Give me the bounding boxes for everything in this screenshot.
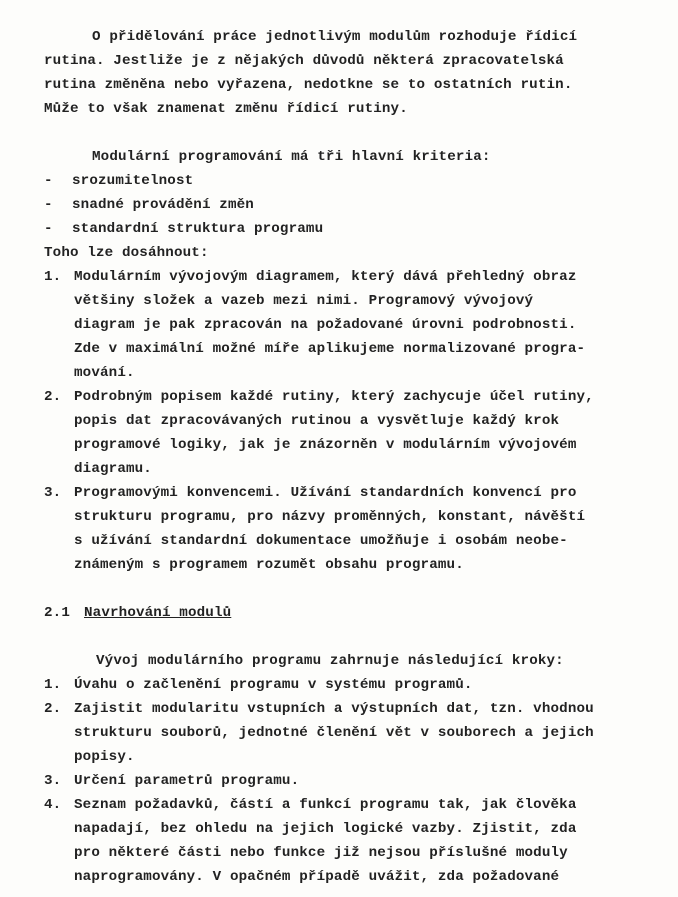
achieve-text: Toho lze dosáhnout:: [44, 245, 209, 261]
bullet-dash: -: [44, 197, 53, 213]
list-item-line: s užívání standardní dokumentace umožňuje i osobám neobe-: [74, 533, 568, 549]
list-item-line: mování.: [74, 365, 135, 381]
list-item-line: Úvahu o začlenění programu v systému programů.: [74, 677, 473, 693]
list-item-line: napadají, bez ohledu na jejich logické vazby. Zjistit, zda: [74, 821, 577, 837]
paragraph-line: rutina změněna nebo vyřazena, nedotkne se to ostatních rutin.: [44, 77, 573, 93]
list-item-line: většiny složek a vazeb mezi nimi. Programový vývojový: [74, 293, 534, 309]
criteria-item: srozumitelnost: [72, 173, 194, 189]
paragraph-line: Může to však znamenat změnu řídicí rutiny.: [44, 101, 408, 117]
section-intro: Vývoj modulárního programu zahrnuje následující kroky:: [96, 653, 564, 669]
list-item-line: popis dat zpracovávaných rutinou a vysvětluje každý krok: [74, 413, 560, 429]
list-number: 3.: [44, 773, 62, 789]
criteria-item: standardní struktura programu: [72, 221, 324, 237]
list-item-line: Programovými konvencemi. Užívání standardních konvencí pro: [74, 485, 577, 501]
paragraph-line: rutina. Jestliže je z nějakých důvodů některá zpracovatelská: [44, 53, 564, 69]
criteria-intro: Modulární programování má tři hlavní kriteria:: [92, 149, 491, 165]
bullet-dash: -: [44, 221, 53, 237]
list-item-line: Seznam požadavků, částí a funkcí programu tak, jak člověka: [74, 797, 577, 813]
list-item-line: Určení parametrů programu.: [74, 773, 300, 789]
bullet-dash: -: [44, 173, 53, 189]
section-title: Navrhování modulů: [84, 605, 232, 621]
list-item-line: Zajistit modularitu vstupních a výstupních dat, tzn. vhodnou: [74, 701, 594, 717]
list-number: 2.: [44, 701, 62, 717]
list-item-line: strukturu souborů, jednotné členění vět v souborech a jejich: [74, 725, 594, 741]
list-item-line: Podrobným popisem každé rutiny, který zachycuje účel rutiny,: [74, 389, 594, 405]
list-item-line: programové logiky, jak je znázorněn v modulárním vývojovém: [74, 437, 577, 453]
list-number: 1.: [44, 677, 62, 693]
list-item-line: známeným s programem rozumět obsahu programu.: [74, 557, 464, 573]
list-number: 4.: [44, 797, 62, 813]
list-item-line: Zde v maximální možné míře aplikujeme normalizované progra-: [74, 341, 586, 357]
section-number: 2.1: [44, 605, 70, 621]
list-number: 3.: [44, 485, 62, 501]
list-item-line: naprogramovány. V opačném případě uvážit, zda požadované: [74, 869, 560, 885]
criteria-item: snadné provádění změn: [72, 197, 254, 213]
list-item-line: Modulárním vývojovým diagramem, který dává přehledný obraz: [74, 269, 577, 285]
list-number: 1.: [44, 269, 62, 285]
list-item-line: diagram je pak zpracován na požadované úrovni podrobnosti.: [74, 317, 577, 333]
paragraph-line: O přidělování práce jednotlivým modulům rozhoduje řídicí: [92, 29, 578, 45]
list-number: 2.: [44, 389, 62, 405]
list-item-line: popisy.: [74, 749, 135, 765]
list-item-line: pro některé části nebo funkce již nejsou příslušné moduly: [74, 845, 568, 861]
list-item-line: diagramu.: [74, 461, 152, 477]
list-item-line: strukturu programu, pro názvy proměnných, konstant, návěští: [74, 509, 586, 525]
